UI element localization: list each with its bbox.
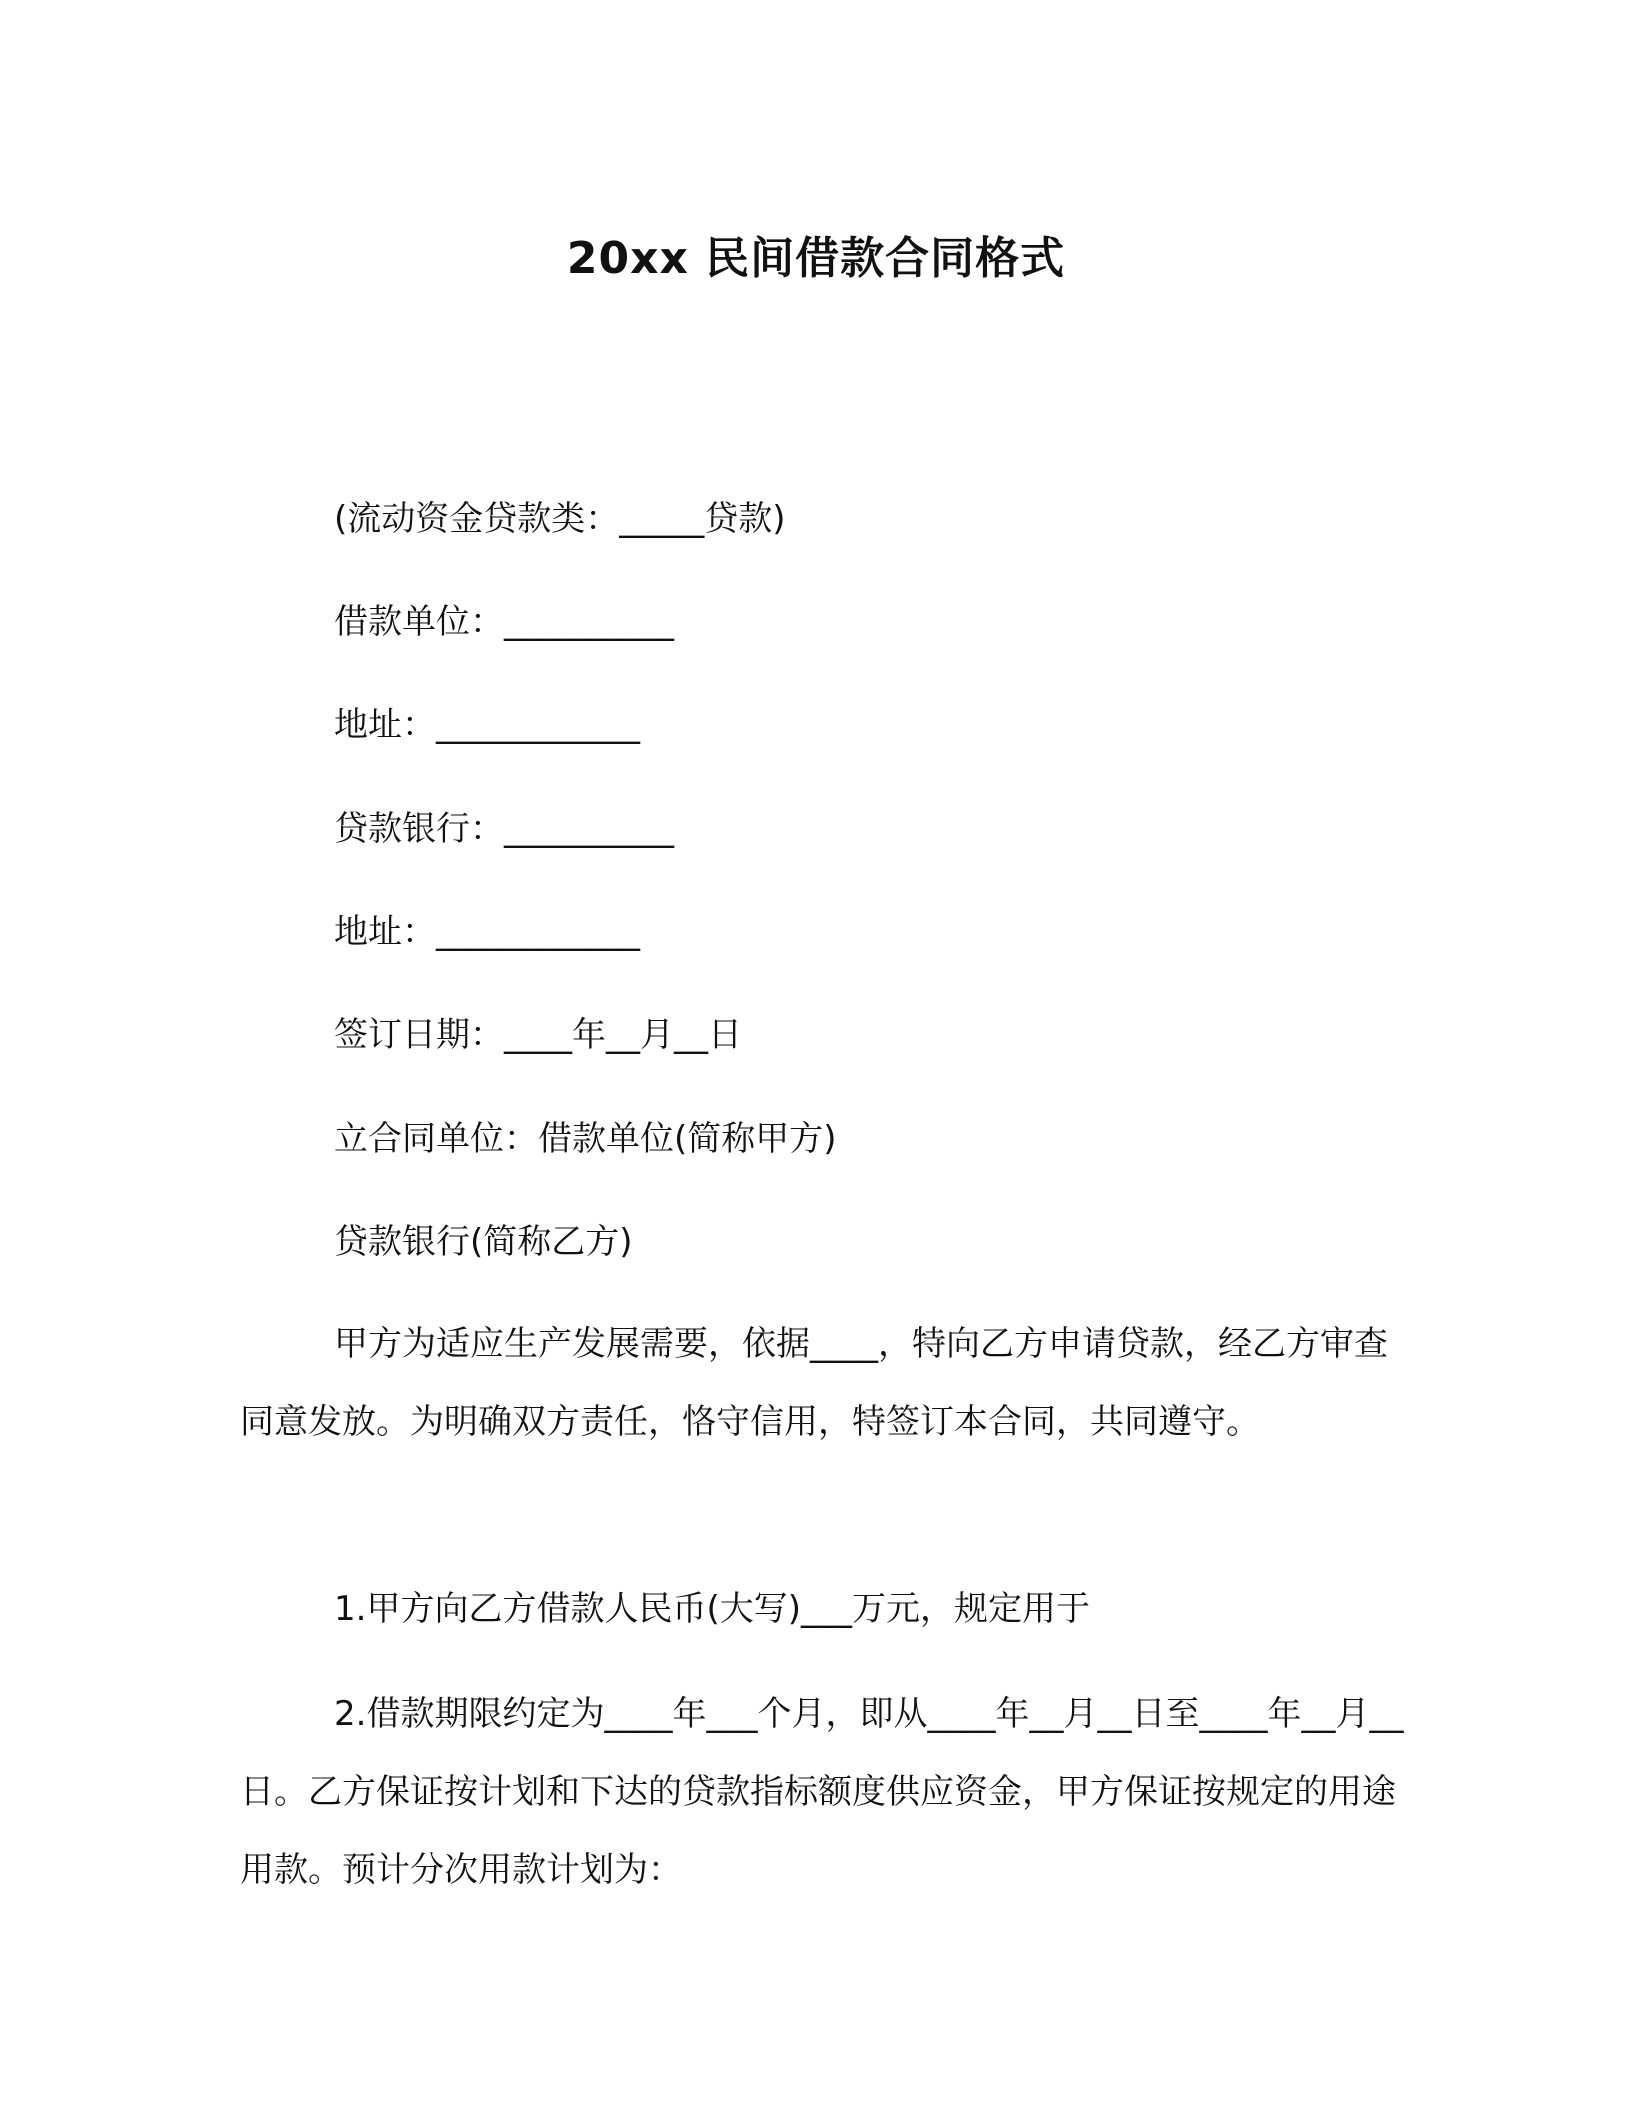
bank-address-line: 地址：____________ [334,912,640,952]
clause-2-paragraph: 2.借款期限约定为____年___个月，即从____年__月__日至____年__月__日。乙方保证按计划和下达的贷款指标额度供应资金，甲方保证按规定的用途用款。预计分次用款计划为： [240,1694,1404,1890]
contract-parties-line: 立合同单位：借款单位(简称甲方) [334,1119,837,1159]
lending-bank-line: 贷款银行：__________ [334,809,674,849]
borrower-address-line: 地址：____________ [334,705,640,745]
borrower-line: 借款单位：__________ [334,602,674,642]
loan-type-line: (流动资金贷款类：_____贷款) [334,499,786,539]
document-title: 20xx 民间借款合同格式 [566,233,1066,284]
intro-paragraph: 甲方为适应生产发展需要，依据____，特向乙方申请贷款，经乙方审查同意发放。为明确双方责任，恪守信用，特签订本合同，共同遵守。 [240,1324,1388,1442]
party-b-line: 贷款银行(简称乙方) [334,1222,633,1262]
signing-date-line: 签订日期：____年__月__日 [334,1015,742,1055]
clause-1-paragraph: 1.甲方向乙方借款人民币(大写)___万元，规定用于 [334,1589,1090,1629]
